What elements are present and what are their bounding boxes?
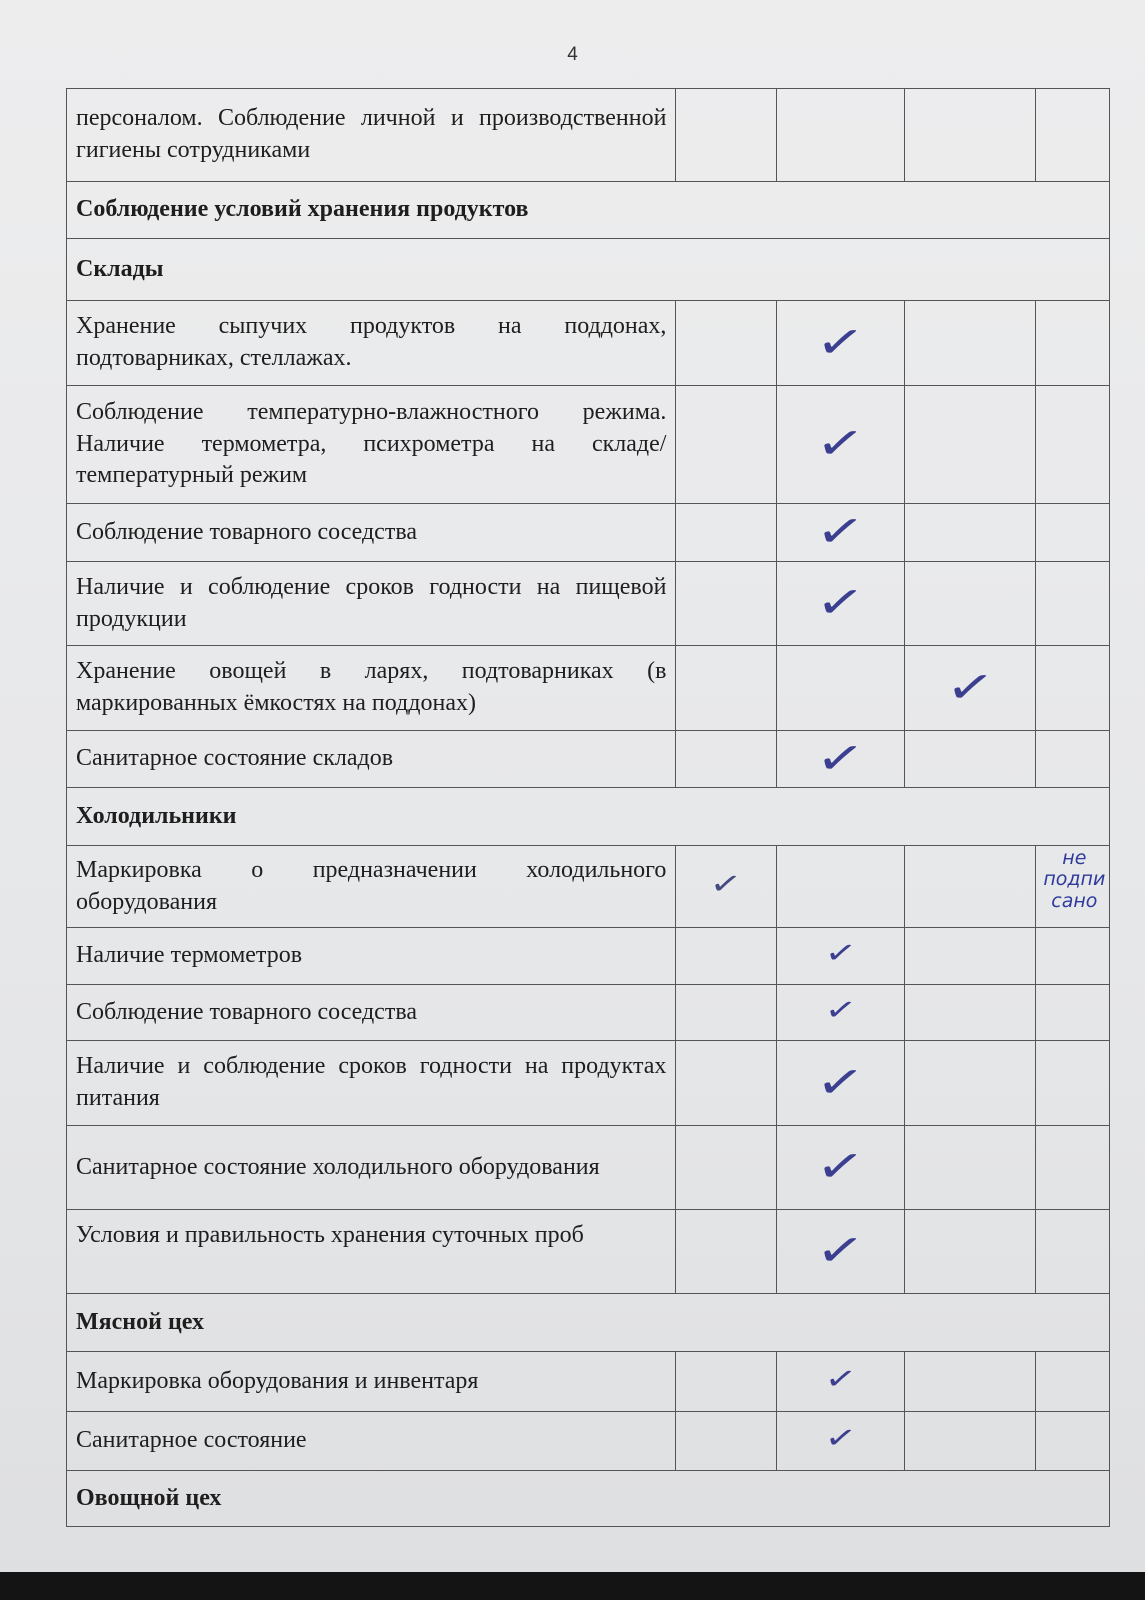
mark-cell-1 — [676, 731, 776, 788]
checklist-row — [67, 1412, 1110, 1471]
checkmark-icon: ✓ — [813, 1221, 869, 1280]
mark-cell-4 — [1036, 562, 1110, 646]
criterion-text: Наличие и соблюдение сроков годности на пищевой продукции — [67, 562, 676, 646]
section-row — [67, 788, 1110, 846]
mark-cell-4 — [1036, 1412, 1110, 1471]
mark-cell-4 — [1036, 89, 1110, 182]
mark-cell-1 — [676, 1210, 776, 1294]
mark-cell-1 — [676, 1412, 776, 1471]
criterion-text: Санитарное состояние холодильного оборудования — [67, 1126, 676, 1210]
mark-cell-1 — [676, 1126, 776, 1210]
mark-cell-4 — [1036, 504, 1110, 562]
mark-cell-2 — [776, 1352, 905, 1412]
mark-cell-2 — [776, 728, 905, 788]
mark-cell-4 — [1036, 985, 1110, 1041]
mark-cell-3 — [905, 1352, 1036, 1412]
checkmark-icon: ✓ — [822, 1360, 859, 1398]
mark-cell-1 — [676, 386, 776, 504]
mark-cell-1 — [676, 985, 776, 1041]
mark-cell-3 — [905, 89, 1036, 182]
mark-cell-3 — [905, 1041, 1036, 1126]
checkmark-icon: ✓ — [813, 573, 869, 632]
mark-cell-1 — [676, 846, 776, 928]
mark-cell-1 — [676, 301, 776, 386]
checklist-row — [67, 646, 1110, 731]
mark-cell-1 — [676, 1041, 776, 1126]
criterion-text: Наличие термометров — [67, 928, 676, 985]
handwritten-note: не подпи сано — [1043, 848, 1106, 912]
criterion-text: Санитарное состояние — [67, 1412, 676, 1471]
checklist-row — [67, 562, 1110, 646]
mark-cell-3 — [905, 504, 1036, 562]
mark-cell-3 — [905, 646, 1036, 731]
mark-cell-4 — [1036, 301, 1110, 386]
mark-cell-2 — [776, 386, 905, 504]
section-row — [67, 182, 1110, 239]
criterion-text: Наличие и соблюдение сроков годности на продуктах питания — [67, 1041, 676, 1126]
mark-cell-1 — [676, 89, 776, 182]
checkmark-icon: ✓ — [822, 934, 859, 973]
checkmark-icon: ✓ — [813, 1137, 869, 1196]
mark-cell-1 — [676, 646, 776, 731]
mark-cell-3 — [905, 386, 1036, 504]
checkmark-icon: ✓ — [813, 312, 869, 371]
criterion-text: Хранение сыпучих продуктов на поддонах, подтоварниках, стеллажах. — [67, 301, 676, 386]
mark-cell-3 — [905, 985, 1036, 1041]
checkmark-icon: ✓ — [813, 728, 869, 787]
criterion-text: Соблюдение температурно-влажностного режима. Наличие термометра, психрометра на складе/температурный режим — [67, 386, 676, 504]
mark-cell-2 — [776, 301, 905, 386]
checklist-row — [67, 89, 1110, 182]
mark-cell-2 — [776, 985, 905, 1041]
mark-cell-4 — [1036, 1126, 1110, 1210]
mark-cell-2 — [776, 1412, 905, 1471]
mark-cell-1 — [676, 504, 776, 562]
criterion-text: Хранение овощей в ларях, подтоварниках (в маркированных ёмкостях на поддонах) — [67, 646, 676, 731]
inspection-checklist-table — [66, 88, 1110, 1527]
checkmark-icon: ✓ — [708, 865, 745, 903]
checklist-row — [67, 386, 1110, 504]
checklist-row — [67, 301, 1110, 386]
mark-cell-3 — [905, 301, 1036, 386]
mark-cell-4 — [1036, 731, 1110, 788]
mark-cell-4 — [1036, 646, 1110, 731]
checkmark-icon: ✓ — [813, 502, 869, 561]
mark-cell-1 — [676, 928, 776, 985]
checklist-row — [67, 1126, 1110, 1210]
mark-cell-3 — [905, 1210, 1036, 1294]
criterion-text: Условия и правильность хранения суточных проб — [67, 1210, 676, 1294]
mark-cell-1 — [676, 1352, 776, 1412]
section-title: Соблюдение условий хранения продуктов — [67, 182, 1110, 239]
criterion-text: персоналом. Соблюдение личной и производственной гигиены сотрудниками — [67, 89, 676, 182]
mark-cell-2 — [776, 646, 905, 731]
mark-cell-4 — [1036, 846, 1110, 928]
bottom-edge-bar — [0, 1572, 1145, 1600]
mark-cell-4 — [1036, 1041, 1110, 1126]
section-title: Овощной цех — [67, 1471, 1110, 1527]
checklist-row — [67, 1352, 1110, 1412]
mark-cell-4 — [1036, 1352, 1110, 1412]
section-row — [67, 1471, 1110, 1527]
criterion-text: Санитарное состояние складов — [67, 731, 676, 788]
criterion-text: Маркировка о предназначении холодильного оборудования — [67, 846, 676, 928]
checkmark-icon: ✓ — [813, 414, 869, 473]
checklist-row — [67, 1210, 1110, 1294]
mark-cell-1 — [676, 562, 776, 646]
mark-cell-2 — [776, 504, 905, 562]
criterion-text: Маркировка оборудования и инвентаря — [67, 1352, 676, 1412]
mark-cell-2 — [776, 1126, 905, 1210]
criterion-text: Соблюдение товарного соседства — [67, 504, 676, 562]
mark-cell-2 — [776, 1210, 905, 1294]
checkmark-icon: ✓ — [822, 991, 859, 1029]
mark-cell-3 — [905, 562, 1036, 646]
section-row — [67, 1294, 1110, 1352]
section-title: Склады — [67, 239, 1110, 301]
checklist-row — [67, 504, 1110, 562]
criterion-text: Соблюдение товарного соседства — [67, 985, 676, 1041]
checklist-row — [67, 928, 1110, 985]
checklist-row — [67, 985, 1110, 1041]
mark-cell-2 — [776, 89, 905, 182]
mark-cell-3 — [905, 1126, 1036, 1210]
page-number: 4 — [567, 44, 578, 65]
mark-cell-3 — [905, 928, 1036, 985]
checkmark-icon: ✓ — [942, 657, 998, 716]
checklist-row — [67, 846, 1110, 928]
mark-cell-3 — [905, 731, 1036, 788]
mark-cell-3 — [905, 1412, 1036, 1471]
section-row — [67, 239, 1110, 301]
mark-cell-2 — [776, 928, 905, 985]
checklist-row — [67, 1041, 1110, 1126]
mark-cell-2 — [776, 562, 905, 646]
mark-cell-4 — [1036, 1210, 1110, 1294]
checkmark-icon: ✓ — [813, 1052, 869, 1111]
mark-cell-4 — [1036, 386, 1110, 504]
mark-cell-3 — [905, 846, 1036, 928]
mark-cell-2 — [776, 846, 905, 928]
mark-cell-4 — [1036, 928, 1110, 985]
checkmark-icon: ✓ — [822, 1419, 859, 1458]
checklist-row — [67, 731, 1110, 788]
section-title: Холодильники — [67, 788, 1110, 846]
section-title: Мясной цех — [67, 1294, 1110, 1352]
mark-cell-2 — [776, 1041, 905, 1126]
